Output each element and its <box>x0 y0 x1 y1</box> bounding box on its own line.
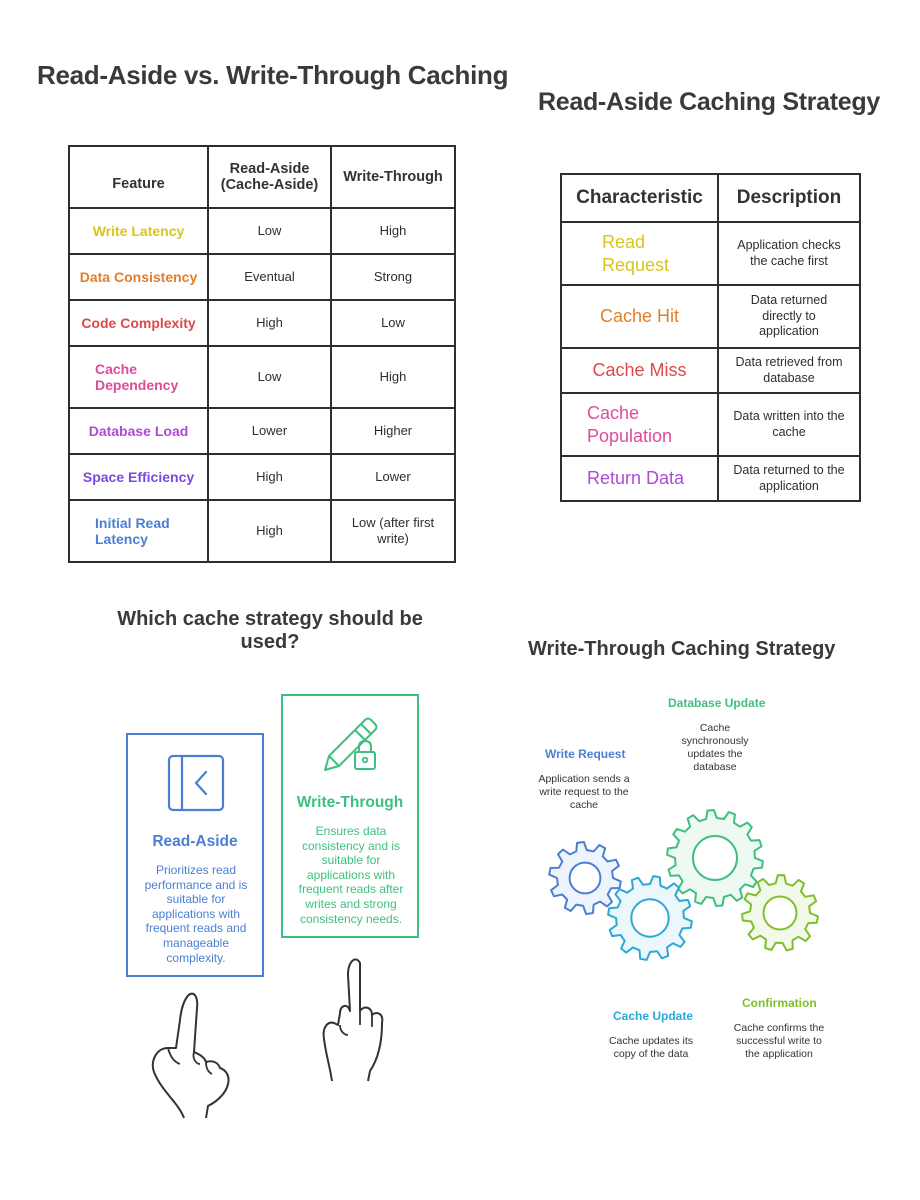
characteristic-cell: Cache Hit <box>561 285 718 348</box>
table-row <box>561 348 860 393</box>
feature-cell: Initial Read Latency <box>69 500 208 562</box>
description-cell: Data written into the cache <box>718 393 860 456</box>
read-aside-table <box>560 173 861 502</box>
write-through-cell: High <box>331 346 455 408</box>
header-read-aside: Read-Aside (Cache-Aside) <box>208 146 331 208</box>
header-write-through: Write-Through <box>331 146 455 208</box>
gears-diagram <box>540 800 830 975</box>
read-aside-cell: Low <box>208 208 331 254</box>
characteristic-cell: Return Data <box>561 456 718 501</box>
characteristic-cell: Read Request <box>561 222 718 285</box>
read-aside-cell: High <box>208 300 331 346</box>
table-row <box>561 222 860 285</box>
database-update-gear-hub <box>693 836 737 880</box>
table-row <box>561 285 860 348</box>
feature-cell: Space Efficiency <box>69 454 208 500</box>
table-row <box>561 456 860 501</box>
table-header-row <box>69 146 455 208</box>
description-cell: Data returned directly to application <box>718 285 860 348</box>
database-update-title: Database Update <box>668 696 766 710</box>
write-through-cell: Lower <box>331 454 455 500</box>
table-row <box>69 500 455 562</box>
read-aside-cell: High <box>208 454 331 500</box>
feature-cell: Cache Dependency <box>69 346 208 408</box>
description-cell: Application checks the cache first <box>718 222 860 285</box>
write-through-cell: Strong <box>331 254 455 300</box>
table-row <box>561 393 860 456</box>
read-aside-cell: Low <box>208 346 331 408</box>
characteristic-cell: Cache Population <box>561 393 718 456</box>
write-through-cell: Low (after first write) <box>331 500 455 562</box>
confirmation-title: Confirmation <box>742 996 817 1010</box>
characteristic-cell: Cache Miss <box>561 348 718 393</box>
confirmation-gear-hub <box>764 897 797 930</box>
sidebar-collapse-icon <box>166 753 226 813</box>
table-header-row <box>561 174 860 222</box>
pointing-hand-right-icon <box>318 955 388 1085</box>
cache-update-description: Cache updates its copy of the data <box>608 1035 694 1060</box>
table-row <box>69 346 455 408</box>
write-through-card-title: Write-Through <box>296 794 404 811</box>
cache-update-title: Cache Update <box>613 1009 694 1023</box>
read-aside-card-description: Prioritizes read performance and is suitable for applications with frequent reads and manageable complexity. <box>144 863 248 965</box>
table-row <box>69 208 455 254</box>
description-cell: Data retrieved from database <box>718 348 860 393</box>
table-row <box>69 254 455 300</box>
read-aside-cell: Eventual <box>208 254 331 300</box>
write-request-title: Write Request <box>545 747 626 761</box>
read-aside-card-title: Read-Aside <box>152 833 238 850</box>
pencil-lock-icon <box>319 714 383 776</box>
write-through-card-description: Ensures data consistency and is suitable for applications with frequent reads after writes and strong consistency needs. <box>298 824 404 926</box>
header-characteristic: Characteristic <box>561 174 718 222</box>
description-cell: Data returned to the application <box>718 456 860 501</box>
read-aside-card <box>126 733 264 977</box>
table-row <box>69 408 455 454</box>
main-title: Read-Aside vs. Write-Through Caching <box>37 60 509 90</box>
feature-cell: Data Consistency <box>69 254 208 300</box>
table-row <box>69 454 455 500</box>
read-aside-cell: High <box>208 500 331 562</box>
write-through-cell: Low <box>331 300 455 346</box>
table-row <box>69 300 455 346</box>
write-through-cell: High <box>331 208 455 254</box>
header-description: Description <box>718 174 860 222</box>
pointing-hand-left-icon <box>140 990 240 1122</box>
feature-cell: Write Latency <box>69 208 208 254</box>
comparison-table <box>68 145 456 563</box>
database-update-description: Cache synchronously updates the database <box>681 722 749 773</box>
which-strategy-title: Which cache strategy should be used? <box>117 608 423 653</box>
read-aside-cell: Lower <box>208 408 331 454</box>
feature-cell: Database Load <box>69 408 208 454</box>
cache-update-gear-hub <box>631 899 668 936</box>
write-request-description: Application sends a write request to the cache <box>538 773 630 811</box>
write-through-cell: Higher <box>331 408 455 454</box>
confirmation-description: Cache confirms the successful write to the application <box>733 1022 825 1060</box>
write-through-card <box>281 694 419 938</box>
read-aside-strategy-title: Read-Aside Caching Strategy <box>538 88 880 116</box>
header-feature: Feature <box>69 146 208 208</box>
write-request-gear-hub <box>570 863 601 894</box>
write-through-strategy-title: Write-Through Caching Strategy <box>528 638 836 660</box>
feature-cell: Code Complexity <box>69 300 208 346</box>
